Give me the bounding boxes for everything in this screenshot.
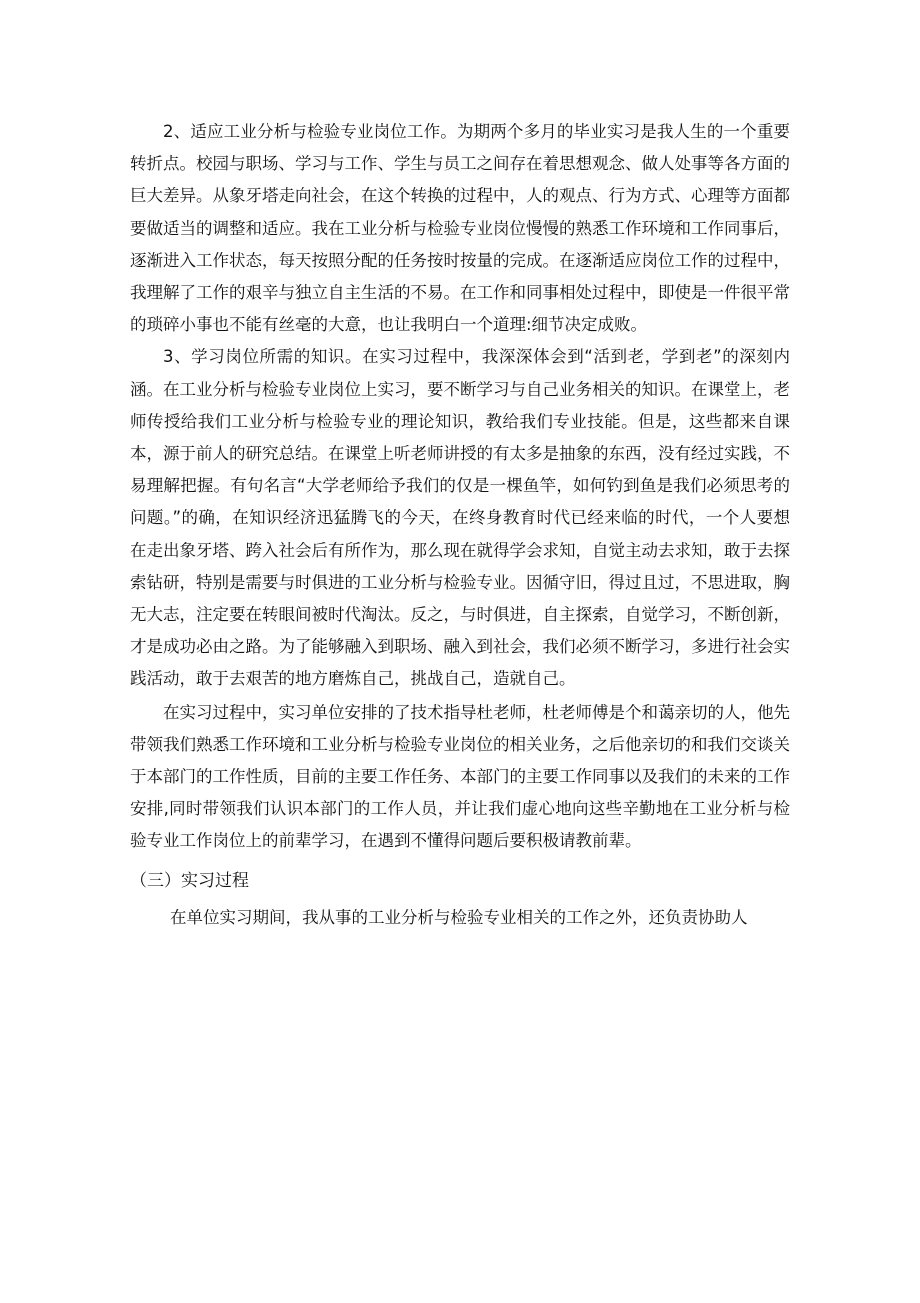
paragraph-adapt-to-job: 2、适应工业分析与检验专业岗位工作。为期两个多月的毕业实习是我人生的一个重要转折点。校园与职场、学习与工作、学生与员工之间存在着思想观念、做人处事等各方面的巨大差异。从象牙塔走向社会，在这个转换的过程中，人的观点、行为方式、心理等方面都要做适当的调整和适应。我在工业分析与检验专业岗位慢慢的熟悉工作环境和工作同事后，逐渐进入工作状态，每天按照分配的任务按时按量的完成。在逐渐适应岗位工作的过程中，我理解了工作的艰辛与独立自主生活的不易。在工作和同事相处过程中，即使是一件很平常的琐碎小事也不能有丝毫的大意，也让我明白一个道理:细节决定成败。 — [130, 122, 790, 335]
paragraph-learn-knowledge: 3、学习岗位所需的知识。在实习过程中，我深深体会到“活到老，学到老”的深刻内涵。在工业分析与检验专业岗位上实习，要不断学习与自己业务相关的知识。在课堂上，老师传授给我们工业分析与检验专业的理论知识，教给我们专业技能。但是，这些都来自课本，源于前人的研究总结。在课堂上听老师讲授的有太多是抽象的东西，没有经过实践，不易理解把握。有句名言“大学老师给予我们的仅是一棵鱼竿，如何钓到鱼是我们必须思考的问题。”的确，在知识经济迅猛腾飞的今天，在终身教育时代已经来临的时代，一个人要想在走出象牙塔、跨入社会后有所作为，那么现在就得学会求知，自觉主动去求知，敢于去探索钻研，特别是需要与时俱进的工业分析与检验专业。因循守旧，得过且过，不思进取，胸无大志，注定要在转眼间被时代淘汰。反之，与时俱进，自主探索，自觉学习，不断创新，才是成功必由之路。为了能够融入到职场、融入到社会，我们必须不断学习，多进行社会实践活动，敢于去艰苦的地方磨炼自己，挑战自己，造就自己。 — [130, 347, 790, 689]
section-heading-internship-process: （三）实习过程 — [130, 870, 249, 891]
document-body — [130, 116, 790, 934]
paragraph-mentor: 在实习过程中，实习单位安排的了技术指导杜老师，杜老师傅是个和蔼亲切的人，他先带领我们熟悉工作环境和工业分析与检验专业岗位的相关业务，之后他亲切的和我们交谈关于本部门的工作性质，目前的主要工作任务、本部门的主要工作同事以及我们的未来的工作安排,同时带领我们认识本部门的工作人员，并让我们虚心地向这些辛勤地在工业分析与检验专业工作岗位上的前辈学习，在遇到不懂得问题后要积极请教前辈。 — [130, 702, 790, 851]
paragraph-internship-duties: 在单位实习期间，我从事的工业分析与检验专业相关的工作之外，还负责协助人 — [170, 907, 748, 927]
